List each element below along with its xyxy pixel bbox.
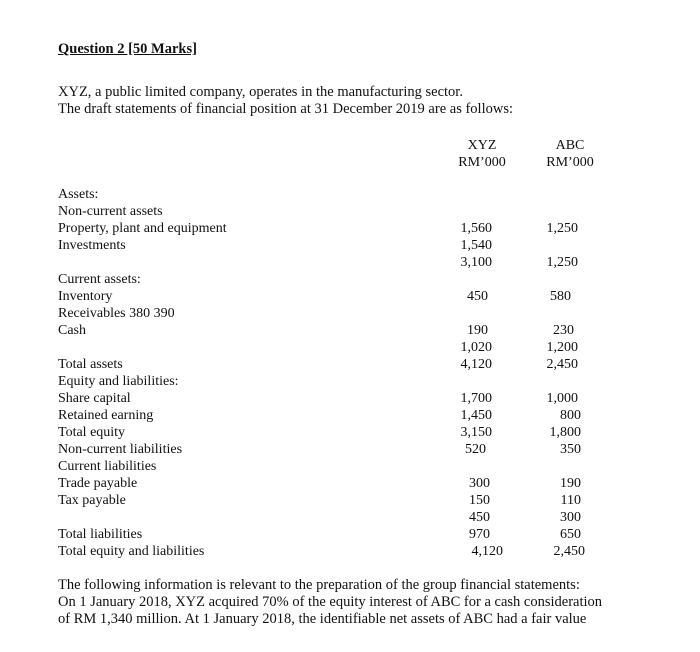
label-non-current-liabilities: Non-current liabilities xyxy=(58,442,183,457)
abc-non-current-total: 1,250 xyxy=(546,255,578,270)
xyz-non-current-total: 3,100 xyxy=(460,255,492,270)
label-current-liabilities: Current liabilities xyxy=(58,459,157,474)
abc-trade-payable: 190 xyxy=(560,476,581,491)
xyz-retained-earning: 1,450 xyxy=(460,408,492,423)
xyz-ppe: 1,560 xyxy=(460,221,492,236)
label-receivables: Receivables 380 390 xyxy=(58,306,175,321)
xyz-non-current-liabilities: 520 xyxy=(465,442,486,457)
footer-line-2: On 1 January 2018, XYZ acquired 70% of the equity interest of ABC for a cash consideration xyxy=(58,594,603,610)
abc-inventory: 580 xyxy=(550,289,571,304)
label-share-capital: Share capital xyxy=(58,391,131,406)
xyz-current-liabilities-total: 450 xyxy=(469,510,490,525)
label-tax-payable: Tax payable xyxy=(58,493,126,508)
label-assets: Assets: xyxy=(58,187,99,202)
abc-total-liabilities: 650 xyxy=(560,527,581,542)
xyz-total-equity-liabilities: 4,120 xyxy=(471,544,503,559)
abc-tax-payable: 110 xyxy=(560,493,581,508)
label-ppe: Property, plant and equipment xyxy=(58,221,227,236)
xyz-inventory: 450 xyxy=(467,289,488,304)
question-title: Question 2 [50 Marks] xyxy=(58,41,197,57)
abc-retained-earning: 800 xyxy=(560,408,581,423)
label-total-assets: Total assets xyxy=(58,357,123,372)
abc-cash: 230 xyxy=(553,323,574,338)
abc-total-equity-liabilities: 2,450 xyxy=(553,544,585,559)
xyz-cash: 190 xyxy=(467,323,488,338)
xyz-investments: 1,540 xyxy=(460,238,492,253)
xyz-unit: RM’000 xyxy=(458,155,506,170)
label-total-liabilities: Total liabilities xyxy=(58,527,143,542)
xyz-total-equity: 3,150 xyxy=(460,425,492,440)
label-inventory: Inventory xyxy=(58,289,113,304)
xyz-tax-payable: 150 xyxy=(469,493,490,508)
label-cash: Cash xyxy=(58,323,86,338)
xyz-current-total: 1,020 xyxy=(460,340,492,355)
abc-total-equity: 1,800 xyxy=(549,425,581,440)
abc-header: ABC xyxy=(555,138,585,153)
label-total-equity-liabilities: Total equity and liabilities xyxy=(58,544,205,559)
abc-total-assets: 2,450 xyxy=(546,357,578,372)
footer-line-1: The following information is relevant to the preparation of the group financial statements: xyxy=(58,577,580,593)
label-total-equity: Total equity xyxy=(58,425,126,440)
label-current-assets: Current assets: xyxy=(58,272,141,287)
abc-share-capital: 1,000 xyxy=(546,391,578,406)
label-retained-earning: Retained earning xyxy=(58,408,154,423)
xyz-share-capital: 1,700 xyxy=(460,391,492,406)
label-equity-liabilities: Equity and liabilities: xyxy=(58,374,179,389)
xyz-total-assets: 4,120 xyxy=(460,357,492,372)
label-trade-payable: Trade payable xyxy=(58,476,138,491)
intro-line-1: XYZ, a public limited company, operates in the manufacturing sector. xyxy=(58,84,463,100)
xyz-total-liabilities: 970 xyxy=(469,527,490,542)
abc-unit: RM’000 xyxy=(546,155,594,170)
label-investments: Investments xyxy=(58,238,126,253)
footer-line-3: of RM 1,340 million. At 1 January 2018, the identifiable net assets of ABC had a fair value xyxy=(58,611,587,627)
abc-current-liabilities-total: 300 xyxy=(560,510,581,525)
xyz-trade-payable: 300 xyxy=(469,476,490,491)
abc-non-current-liabilities: 350 xyxy=(560,442,581,457)
abc-current-total: 1,200 xyxy=(546,340,578,355)
intro-line-2: The draft statements of financial position at 31 December 2019 are as follows: xyxy=(58,101,513,117)
label-non-current-assets: Non-current assets xyxy=(58,204,163,219)
xyz-header: XYZ xyxy=(467,138,497,153)
abc-ppe: 1,250 xyxy=(546,221,578,236)
